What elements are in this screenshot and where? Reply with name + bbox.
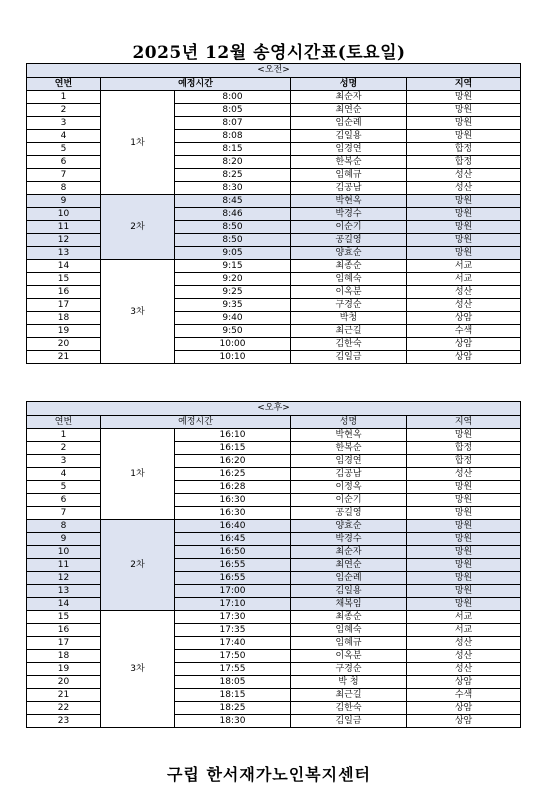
area: 망원: [407, 247, 521, 260]
person-name: 김공남: [291, 468, 407, 481]
row-number: 19: [27, 325, 101, 338]
person-name: 김일금: [291, 715, 407, 728]
area: 성산: [407, 286, 521, 299]
area: 상암: [407, 338, 521, 351]
row-number: 9: [27, 533, 101, 546]
area: 망원: [407, 533, 521, 546]
scheduled-time: 18:15: [175, 689, 291, 702]
person-name: 김한숙: [291, 702, 407, 715]
person-name: 김일용: [291, 585, 407, 598]
area: 망원: [407, 130, 521, 143]
section-label: <오후>: [27, 402, 521, 416]
scheduled-time: 8:07: [175, 117, 291, 130]
person-name: 이정옥: [291, 481, 407, 494]
area: 수색: [407, 689, 521, 702]
scheduled-time: 16:30: [175, 494, 291, 507]
row-number: 5: [27, 143, 101, 156]
trip-group-label: 1차: [101, 91, 175, 195]
center-name-footer: 구립 한서재가노인복지센터: [166, 765, 372, 784]
person-name: 공길영: [291, 234, 407, 247]
scheduled-time: 9:05: [175, 247, 291, 260]
row-number: 6: [27, 156, 101, 169]
person-name: 최연순: [291, 559, 407, 572]
row-number: 16: [27, 286, 101, 299]
person-name: 김공남: [291, 182, 407, 195]
row-number: 6: [27, 494, 101, 507]
area: 상암: [407, 351, 521, 364]
row-number: 13: [27, 247, 101, 260]
row-number: 15: [27, 611, 101, 624]
person-name: 최연순: [291, 104, 407, 117]
scheduled-time: 17:10: [175, 598, 291, 611]
area: 서교: [407, 260, 521, 273]
person-name: 이순기: [291, 221, 407, 234]
area: 망원: [407, 221, 521, 234]
area: 망원: [407, 520, 521, 533]
header-number: 연번: [27, 416, 101, 429]
row-number: 7: [27, 507, 101, 520]
area: 서교: [407, 273, 521, 286]
scheduled-time: 9:40: [175, 312, 291, 325]
person-name: 이순기: [291, 494, 407, 507]
row-number: 8: [27, 182, 101, 195]
person-name: 구경순: [291, 663, 407, 676]
page-title: 2025년 12월 송영시간표(토요일): [132, 43, 406, 63]
person-name: 임혜숙: [291, 273, 407, 286]
table-row: [27, 195, 521, 208]
row-number: 1: [27, 429, 101, 442]
scheduled-time: 16:55: [175, 572, 291, 585]
area: 상암: [407, 312, 521, 325]
row-number: 8: [27, 520, 101, 533]
person-name: 임혜숙: [291, 624, 407, 637]
area: 합정: [407, 156, 521, 169]
row-number: 12: [27, 234, 101, 247]
person-name: 한복순: [291, 156, 407, 169]
trip-group-label: 2차: [101, 195, 175, 260]
scheduled-time: 8:20: [175, 156, 291, 169]
area: 망원: [407, 91, 521, 104]
section-header-row: [27, 402, 521, 416]
area: 수색: [407, 325, 521, 338]
area: 망원: [407, 481, 521, 494]
row-number: 1: [27, 91, 101, 104]
person-name: 박현옥: [291, 195, 407, 208]
header-name: 성명: [291, 416, 407, 429]
table-row: [27, 260, 521, 273]
trip-group-label: 3차: [101, 611, 175, 728]
area: 성산: [407, 299, 521, 312]
scheduled-time: 8:50: [175, 234, 291, 247]
person-name: 구경순: [291, 299, 407, 312]
row-number: 16: [27, 624, 101, 637]
area: 성산: [407, 182, 521, 195]
row-number: 18: [27, 650, 101, 663]
person-name: 박경수: [291, 208, 407, 221]
scheduled-time: 17:00: [175, 585, 291, 598]
row-number: 19: [27, 663, 101, 676]
morning-schedule-table: [26, 63, 521, 364]
afternoon-schedule-table: [26, 401, 521, 728]
row-number: 15: [27, 273, 101, 286]
scheduled-time: 16:28: [175, 481, 291, 494]
area: 성산: [407, 169, 521, 182]
area: 망원: [407, 572, 521, 585]
area: 성산: [407, 637, 521, 650]
trip-group-label: 3차: [101, 260, 175, 364]
scheduled-time: 18:30: [175, 715, 291, 728]
area: 망원: [407, 494, 521, 507]
person-name: 임혜규: [291, 637, 407, 650]
table-row: [27, 520, 521, 533]
row-number: 22: [27, 702, 101, 715]
area: 합정: [407, 143, 521, 156]
scheduled-time: 16:15: [175, 442, 291, 455]
header-area: 지역: [407, 416, 521, 429]
row-number: 12: [27, 572, 101, 585]
person-name: 한복순: [291, 442, 407, 455]
area: 망원: [407, 598, 521, 611]
row-number: 23: [27, 715, 101, 728]
row-number: 21: [27, 351, 101, 364]
scheduled-time: 8:00: [175, 91, 291, 104]
row-number: 20: [27, 676, 101, 689]
trip-group-label: 2차: [101, 520, 175, 611]
person-name: 박청: [291, 312, 407, 325]
person-name: 이옥분: [291, 286, 407, 299]
area: 성산: [407, 663, 521, 676]
scheduled-time: 17:40: [175, 637, 291, 650]
column-header-row: [27, 78, 521, 91]
scheduled-time: 8:45: [175, 195, 291, 208]
scheduled-time: 9:35: [175, 299, 291, 312]
row-number: 17: [27, 637, 101, 650]
scheduled-time: 18:05: [175, 676, 291, 689]
scheduled-time: 16:50: [175, 546, 291, 559]
scheduled-time: 8:08: [175, 130, 291, 143]
scheduled-time: 8:15: [175, 143, 291, 156]
table-row: [27, 429, 521, 442]
person-name: 임경연: [291, 455, 407, 468]
row-number: 13: [27, 585, 101, 598]
area: 망원: [407, 117, 521, 130]
scheduled-time: 8:25: [175, 169, 291, 182]
scheduled-time: 8:46: [175, 208, 291, 221]
header-number: 연번: [27, 78, 101, 91]
area: 성산: [407, 468, 521, 481]
area: 망원: [407, 104, 521, 117]
row-number: 11: [27, 559, 101, 572]
person-name: 임경연: [291, 143, 407, 156]
person-name: 채복임: [291, 598, 407, 611]
row-number: 14: [27, 598, 101, 611]
scheduled-time: 18:25: [175, 702, 291, 715]
person-name: 최종순: [291, 611, 407, 624]
person-name: 최종순: [291, 260, 407, 273]
person-name: 김한숙: [291, 338, 407, 351]
row-number: 3: [27, 455, 101, 468]
scheduled-time: 9:20: [175, 273, 291, 286]
scheduled-time: 16:45: [175, 533, 291, 546]
person-name: 최근길: [291, 689, 407, 702]
person-name: 최순자: [291, 546, 407, 559]
row-number: 20: [27, 338, 101, 351]
area: 망원: [407, 429, 521, 442]
row-number: 11: [27, 221, 101, 234]
row-number: 21: [27, 689, 101, 702]
scheduled-time: 9:50: [175, 325, 291, 338]
scheduled-time: 9:25: [175, 286, 291, 299]
scheduled-time: 16:30: [175, 507, 291, 520]
area: 망원: [407, 585, 521, 598]
trip-group-label: 1차: [101, 429, 175, 520]
row-number: 4: [27, 468, 101, 481]
scheduled-time: 8:05: [175, 104, 291, 117]
section-header-row: [27, 64, 521, 78]
area: 망원: [407, 195, 521, 208]
person-name: 양효순: [291, 247, 407, 260]
person-name: 양효순: [291, 520, 407, 533]
table-row: [27, 611, 521, 624]
scheduled-time: 17:55: [175, 663, 291, 676]
area: 망원: [407, 546, 521, 559]
person-name: 최근길: [291, 325, 407, 338]
person-name: 임혜규: [291, 169, 407, 182]
person-name: 박 청: [291, 676, 407, 689]
person-name: 임순례: [291, 572, 407, 585]
scheduled-time: 17:30: [175, 611, 291, 624]
scheduled-time: 16:10: [175, 429, 291, 442]
header-area: 지역: [407, 78, 521, 91]
row-number: 10: [27, 546, 101, 559]
scheduled-time: 16:20: [175, 455, 291, 468]
person-name: 김일용: [291, 130, 407, 143]
area: 망원: [407, 208, 521, 221]
row-number: 2: [27, 104, 101, 117]
header-scheduled-time: 예정시간: [101, 416, 291, 429]
row-number: 17: [27, 299, 101, 312]
area: 상암: [407, 702, 521, 715]
area: 상암: [407, 676, 521, 689]
scheduled-time: 8:30: [175, 182, 291, 195]
row-number: 3: [27, 117, 101, 130]
table-row: [27, 91, 521, 104]
scheduled-time: 16:40: [175, 520, 291, 533]
person-name: 임순례: [291, 117, 407, 130]
scheduled-time: 16:25: [175, 468, 291, 481]
column-header-row: [27, 416, 521, 429]
area: 합정: [407, 455, 521, 468]
area: 서교: [407, 611, 521, 624]
person-name: 박경수: [291, 533, 407, 546]
row-number: 18: [27, 312, 101, 325]
section-label: <오전>: [27, 64, 521, 78]
area: 상암: [407, 715, 521, 728]
scheduled-time: 16:55: [175, 559, 291, 572]
header-name: 성명: [291, 78, 407, 91]
person-name: 박현옥: [291, 429, 407, 442]
person-name: 이옥분: [291, 650, 407, 663]
scheduled-time: 17:35: [175, 624, 291, 637]
scheduled-time: 8:50: [175, 221, 291, 234]
area: 망원: [407, 507, 521, 520]
scheduled-time: 10:10: [175, 351, 291, 364]
area: 합정: [407, 442, 521, 455]
scheduled-time: 9:15: [175, 260, 291, 273]
row-number: 4: [27, 130, 101, 143]
row-number: 5: [27, 481, 101, 494]
person-name: 공길영: [291, 507, 407, 520]
area: 망원: [407, 234, 521, 247]
row-number: 10: [27, 208, 101, 221]
scheduled-time: 17:50: [175, 650, 291, 663]
scheduled-time: 10:00: [175, 338, 291, 351]
row-number: 9: [27, 195, 101, 208]
row-number: 14: [27, 260, 101, 273]
area: 성산: [407, 650, 521, 663]
area: 망원: [407, 559, 521, 572]
person-name: 김일금: [291, 351, 407, 364]
area: 서교: [407, 624, 521, 637]
row-number: 7: [27, 169, 101, 182]
header-scheduled-time: 예정시간: [101, 78, 291, 91]
person-name: 최순자: [291, 91, 407, 104]
row-number: 2: [27, 442, 101, 455]
